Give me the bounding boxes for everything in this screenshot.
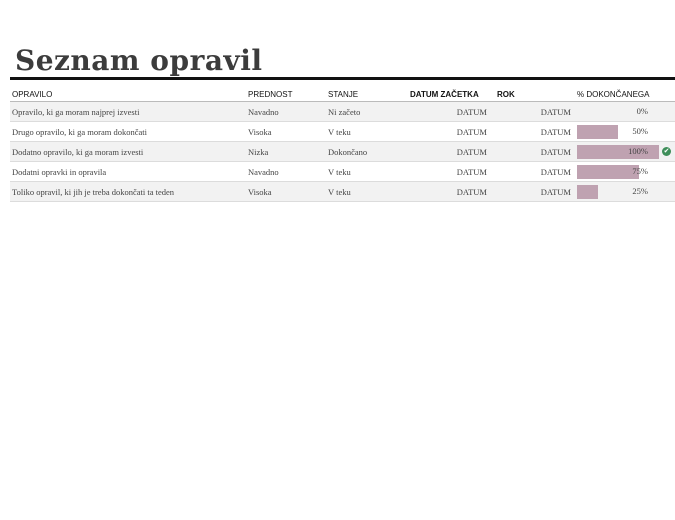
due-date-cell[interactable]: DATUM	[495, 142, 575, 162]
status-cell[interactable]: Dokončano	[326, 142, 408, 162]
title-divider	[10, 77, 675, 80]
percent-cell[interactable]	[575, 142, 675, 162]
progress-bar	[577, 125, 618, 139]
status-cell[interactable]: V teku	[326, 182, 408, 202]
due-date-cell[interactable]: DATUM	[495, 122, 575, 142]
due-date-cell[interactable]: DATUM	[495, 182, 575, 202]
task-cell[interactable]: Drugo opravilo, ki ga moram dokončati	[10, 122, 246, 142]
percent-label: 0%	[636, 106, 648, 116]
table-row[interactable]	[10, 102, 675, 122]
percent-label: 100%	[628, 146, 648, 156]
percent-label: 25%	[632, 186, 648, 196]
task-table	[10, 88, 675, 202]
start-date-cell[interactable]: DATUM	[408, 182, 495, 202]
check-circle-icon: ✔	[663, 147, 670, 155]
status-cell[interactable]: V teku	[326, 122, 408, 142]
start-date-cell[interactable]: DATUM	[408, 162, 495, 182]
header-due-date[interactable]: ROK	[495, 88, 575, 102]
percent-cell[interactable]	[575, 102, 675, 122]
task-cell[interactable]: Opravilo, ki ga moram najprej izvesti	[10, 102, 246, 122]
table-row[interactable]	[10, 122, 675, 142]
header-priority[interactable]: PREDNOST	[246, 88, 326, 102]
page-title: Seznam opravil	[15, 44, 263, 77]
priority-cell[interactable]: Nizka	[246, 142, 326, 162]
percent-label: 75%	[632, 166, 648, 176]
due-date-cell[interactable]: DATUM	[495, 102, 575, 122]
priority-cell[interactable]: Visoka	[246, 122, 326, 142]
priority-cell[interactable]: Navadno	[246, 162, 326, 182]
percent-label: 50%	[632, 126, 648, 136]
table-header-row	[10, 88, 675, 102]
table-row[interactable]	[10, 162, 675, 182]
due-date-cell[interactable]: DATUM	[495, 162, 575, 182]
percent-cell[interactable]	[575, 122, 675, 142]
header-start-date[interactable]: DATUM ZAČETKA	[408, 88, 495, 102]
priority-cell[interactable]: Navadno	[246, 102, 326, 122]
header-status[interactable]: STANJE	[326, 88, 408, 102]
start-date-cell[interactable]: DATUM	[408, 122, 495, 142]
task-cell[interactable]: Toliko opravil, ki jih je treba dokončati ta teden	[10, 182, 246, 202]
status-cell[interactable]: V teku	[326, 162, 408, 182]
task-cell[interactable]: Dodatno opravilo, ki ga moram izvesti	[10, 142, 246, 162]
percent-cell[interactable]	[575, 182, 675, 202]
header-percent-complete[interactable]: % DOKONČANEGA	[575, 88, 675, 102]
percent-cell[interactable]	[575, 162, 675, 182]
priority-cell[interactable]: Visoka	[246, 182, 326, 202]
status-cell[interactable]: Ni začeto	[326, 102, 408, 122]
progress-bar	[577, 185, 598, 199]
header-task[interactable]: OPRAVILO	[10, 88, 246, 102]
task-cell[interactable]: Dodatni opravki in opravila	[10, 162, 246, 182]
table-row[interactable]	[10, 182, 675, 202]
table-row[interactable]	[10, 142, 675, 162]
start-date-cell[interactable]: DATUM	[408, 102, 495, 122]
start-date-cell[interactable]: DATUM	[408, 142, 495, 162]
progress-bar	[577, 165, 639, 179]
